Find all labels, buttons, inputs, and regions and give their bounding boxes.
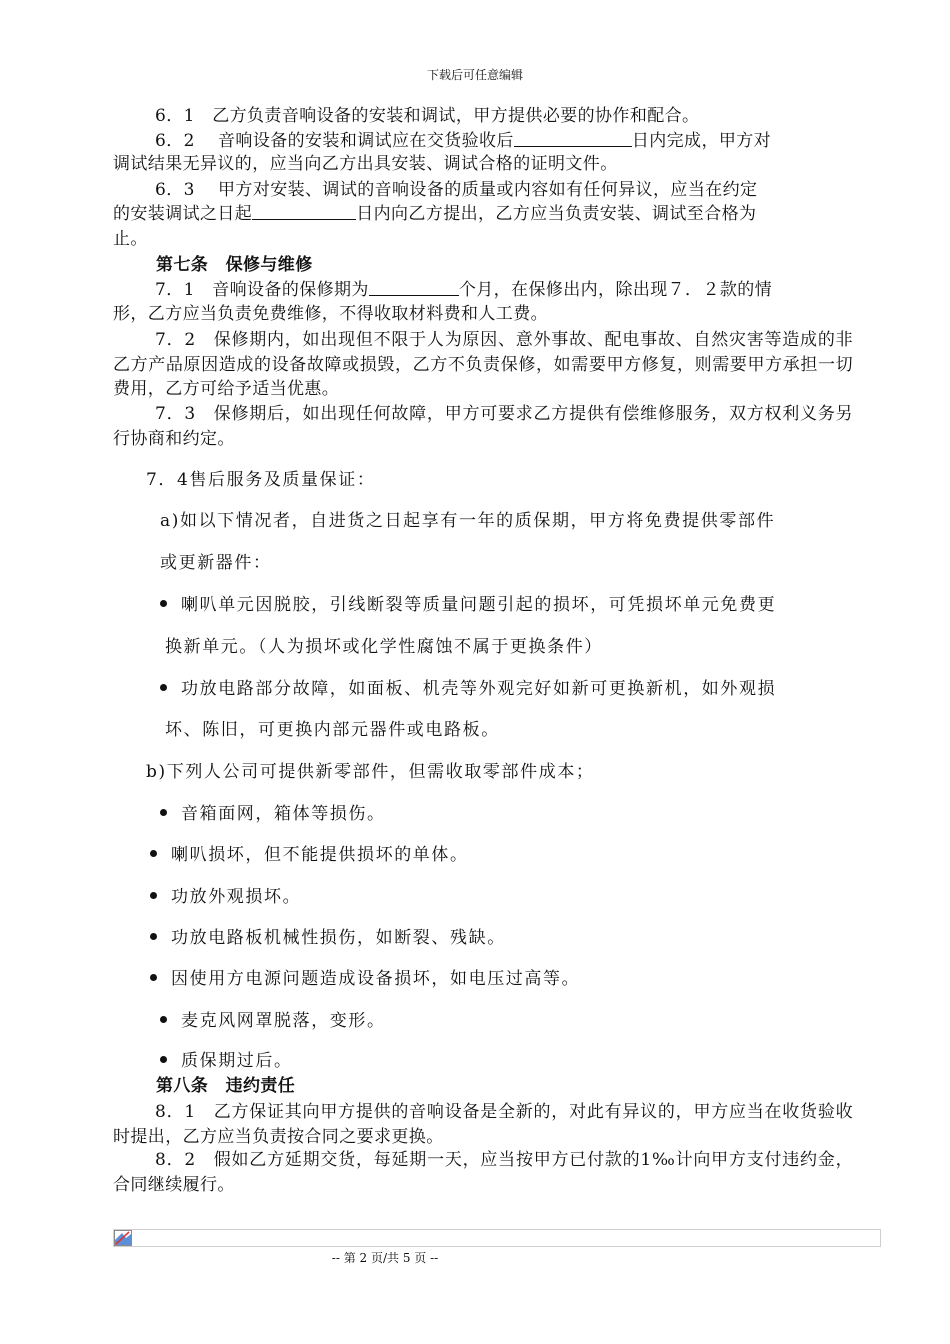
clause-8-2: 8．2 假如乙方延期交货，每延期一天，应当按甲方已付款的1‰计向甲方支付违约金，合同继续履行。	[113, 1150, 853, 1195]
clause-7-1-line1	[113, 279, 853, 302]
bullet-icon	[160, 809, 167, 816]
page-number: -- 第 2 页/共 5 页 --	[331, 1251, 439, 1265]
clause-7-1-text-b: 个月，在保修出内，除出现７．２款的情	[458, 280, 773, 300]
list-item-text: 喇叭损坏，但不能提供损坏的单体。	[171, 845, 469, 865]
clause-6-3-text-b: 的安装调试之日起	[113, 204, 253, 224]
clause-7-2: 7．2 保修期内，如出现但不限于人为原因、意外事故、配电事故、自然灾害等造成的非乙方产品原因造成的设备故障或损毁，乙方不负责保修，如需要甲方修复，则需要甲方承担一切费用，乙方可给予适当优惠。	[113, 330, 853, 399]
bullet-icon	[160, 1016, 167, 1023]
bullet-text: 功放电路部分故障，如面板、机壳等外观完好如新可更换新机，如外观损	[181, 679, 777, 699]
blank-days-field	[514, 130, 632, 147]
list-item	[150, 886, 890, 909]
list-item	[160, 803, 900, 826]
list-item-text: 功放外观损坏。	[171, 887, 302, 907]
list-item-text: 麦克风网罩脱落，变形。	[181, 1011, 386, 1031]
blank-months-field	[369, 279, 459, 296]
clause-7-4: 7．4售后服务及质量保证：	[146, 470, 376, 490]
article-8-heading: 第八条 违约责任	[156, 1076, 296, 1096]
list-item-text: 音箱面网，箱体等损伤。	[181, 804, 386, 824]
clause-6-2-line1	[113, 130, 853, 153]
bullet-icon	[160, 684, 167, 691]
clause-6-3-line3: 止。	[113, 229, 148, 249]
bullet-icon	[150, 892, 157, 899]
warranty-a-bullet-1	[160, 594, 900, 617]
article-7-heading: 第七条 保修与维修	[156, 255, 313, 275]
page-header: 下载后可任意编辑	[426, 68, 523, 82]
list-item	[150, 844, 890, 867]
list-item-text: 因使用方电源问题造成设备损坏，如电压过高等。	[171, 969, 581, 989]
warranty-a-bullet-2	[160, 678, 900, 701]
warranty-b-intro: b)下列人公司可提供新零部件，但需收取零部件成本；	[146, 762, 595, 782]
list-item	[160, 1010, 900, 1033]
bullet-icon	[150, 974, 157, 981]
clause-7-1-line2: 形，乙方应当负责免费维修，不得收取材料费和人工费。	[113, 304, 548, 324]
warranty-a-line1: a)如以下情况者，自进货之日起享有一年的质保期，甲方将免费提供零部件	[160, 511, 776, 531]
bullet-icon	[160, 600, 167, 607]
list-item-text: 质保期过后。	[181, 1051, 293, 1071]
list-item-text: 功放电路板机械性损伤，如断裂、残缺。	[171, 928, 506, 948]
clause-6-1: 6．1 乙方负责音响设备的安装和调试，甲方提供必要的协作和配合。	[155, 106, 700, 126]
list-item	[150, 968, 890, 991]
clause-6-2-text-b: 日内完成，甲方对	[631, 131, 772, 151]
clause-8-1: 8．1 乙方保证其向甲方提供的音响设备是全新的，对此有异议的，甲方应当在收货验收时提出，乙方应当负责按合同之要求更换。	[113, 1102, 853, 1147]
bullet-icon	[160, 1056, 167, 1063]
clause-6-2-line2: 调试结果无异议的，应当向乙方出具安装、调试合格的证明文件。	[113, 154, 618, 174]
clause-6-3-line2	[113, 203, 853, 226]
clause-7-3: 7．3 保修期后，如出现任何故障，甲方可要求乙方提供有偿维修服务，双方权利义务另行协商和约定。	[113, 404, 853, 449]
clause-6-3-line1: 6．3 甲方对安装、调试的音响设备的质量或内容如有任何异议，应当在约定	[155, 180, 758, 200]
list-item	[160, 1050, 900, 1073]
clause-7-1-text-a: 7．1 音响设备的保修期为	[155, 280, 369, 300]
blank-days-field	[252, 203, 356, 220]
warranty-a-line2: 或更新器件：	[160, 553, 272, 573]
warranty-a-bullet-2-cont: 坏、陈旧，可更换内部元器件或电路板。	[165, 720, 500, 740]
bullet-icon	[150, 850, 157, 857]
clause-6-2-text-a: 6．2 音响设备的安装和调试应在交货验收后	[155, 131, 514, 151]
bullet-text: 喇叭单元因脱胶，引线断裂等质量问题引起的损坏，可凭损坏单元免费更	[181, 595, 777, 615]
clause-6-3-text-c: 日内向乙方提出，乙方应当负责安装、调试至合格为	[356, 204, 757, 224]
warranty-a-bullet-1-cont: 换新单元。（人为损坏或化学性腐蚀不属于更换条件）	[165, 637, 603, 657]
broken-image-icon	[114, 1230, 132, 1246]
list-item	[150, 927, 890, 950]
footer-bar	[113, 1229, 881, 1247]
bullet-icon	[150, 933, 157, 940]
